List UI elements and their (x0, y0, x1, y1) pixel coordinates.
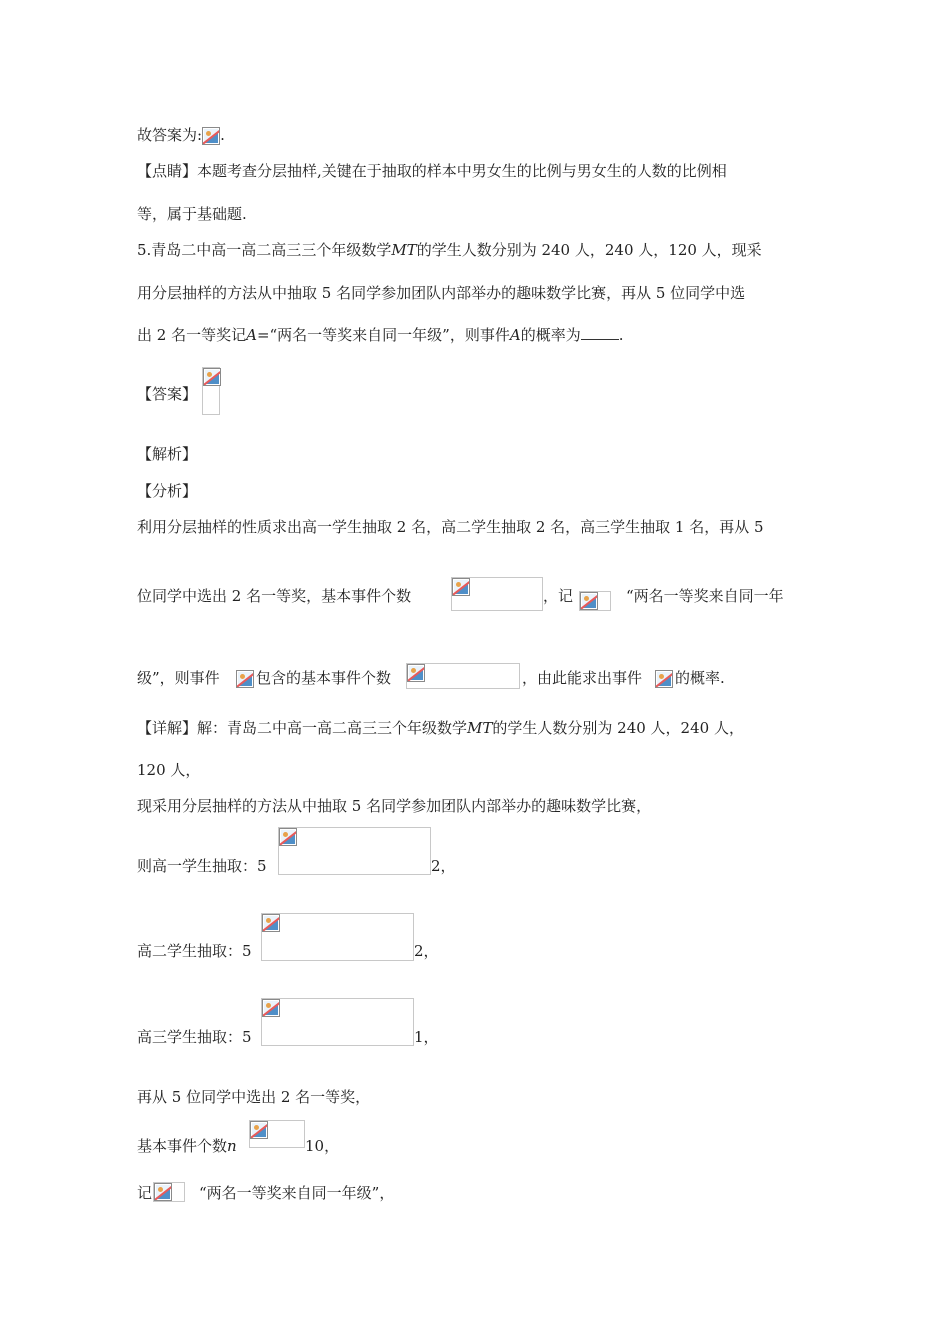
fenxi-line-1: 利用分层抽样的性质求出高一学生抽取 2 名，高二学生抽取 2 名，高三学生抽取 1 名，再从 5 (137, 518, 764, 536)
document-page: 故答案为: . 【点睛】本题考查分层抽样,关键在于抽取的样本中男女生的比例与男女生的人数的比例相 等，属于基础题. 5.青岛二中高一高二高三三个年级数学MT的学生人数分别为 240 人，240 人，120 人，现采 用分层抽样的方法从中抽取 5 名同学参加团队内部举办的趣味数学比赛，再从 5 位同学中选 出 2 名一等奖记A=“两名一等奖来自同一年级”，则事件A的概率为 . 【答案】 【解析】 【分析】 利用分层抽样的性质求出高一学生抽取 2 名，高二学生抽取 2 名，高三学生抽取 1 名，再从 5 位同学中选出 2 名一等奖，基本事件个数 ，记 “两名一等奖来自同一年 级”，则事件 包含的基本事件个数 ，由此能求出事件 的概率. 【详解】解：青岛二中高一高二高三三个年级数学MT的学生人数分别为 240 人，240 人， 120 人， 现采用分层抽样的方法从中抽取 5 名同学参加团队内部举办的趣味数学比赛， 则高一学生抽取：5 2， 高二学生抽取：5 2， 高三学生抽取：5 1， 再从 5 位同学中选出 2 名一等奖， 基本事件个数n 10， 记 “两名一等奖来自同一年级”， (137, 126, 784, 1202)
detail-grade2-line: 高二学生抽取：5 (137, 942, 252, 960)
formula-image-icon (236, 670, 256, 690)
comment-line: 【点睛】本题考查分层抽样,关键在于抽取的样本中男女生的比例与男女生的人数的比例相 (137, 162, 727, 180)
formula-image-icon (278, 827, 431, 875)
formula-image-icon (261, 998, 414, 1046)
detail-grade3-line: 高三学生抽取：5 (137, 1028, 252, 1046)
question-5-line-1: 5.青岛二中高一高二高三三个年级数学MT的学生人数分别为 240 人，240 人，120 人，现采 (137, 241, 762, 259)
question-5-line-2: 用分层抽样的方法从中抽取 5 名同学参加团队内部举办的趣味数学比赛，再从 5 位同学中选 (137, 284, 746, 302)
detail-line-select: 再从 5 位同学中选出 2 名一等奖， (137, 1088, 371, 1106)
detail-line-1: 【详解】解：青岛二中高一高二高三三个年级数学MT的学生人数分别为 240 人，240 人， (137, 719, 744, 737)
formula-image-icon (579, 591, 611, 611)
detail-record-line: 记 (137, 1184, 153, 1202)
detail-event-count-line: 基本事件个数n (137, 1137, 237, 1155)
fenxi-line-3: 级”，则事件 (137, 669, 220, 687)
question-5-line-3: 出 2 名一等奖记A=“两名一等奖来自同一年级”，则事件A的概率为 . (137, 326, 624, 344)
answer-image-icon (202, 367, 220, 415)
formula-image-icon (261, 913, 414, 961)
detail-grade1-line: 则高一学生抽取：5 (137, 857, 267, 875)
answer-label: 【答案】 (137, 385, 198, 403)
fenxi-label: 【分析】 (137, 482, 198, 500)
comment-line-cont: 等，属于基础题. (137, 205, 247, 223)
detail-line-2: 120 人， (137, 761, 201, 779)
formula-image-icon (406, 663, 520, 689)
formula-image-icon (249, 1120, 305, 1148)
formula-image-icon (451, 577, 543, 611)
formula-image-icon (202, 127, 220, 145)
analysis-label: 【解析】 (137, 445, 198, 463)
formula-image-icon (153, 1182, 185, 1202)
answer-blank (581, 325, 619, 340)
fenxi-line-2: 位同学中选出 2 名一等奖，基本事件个数 (137, 587, 412, 605)
detail-line-3: 现采用分层抽样的方法从中抽取 5 名同学参加团队内部举办的趣味数学比赛， (137, 797, 652, 815)
answer-conclusion-line: 故答案为: . (137, 126, 225, 144)
formula-image-icon (655, 670, 675, 690)
